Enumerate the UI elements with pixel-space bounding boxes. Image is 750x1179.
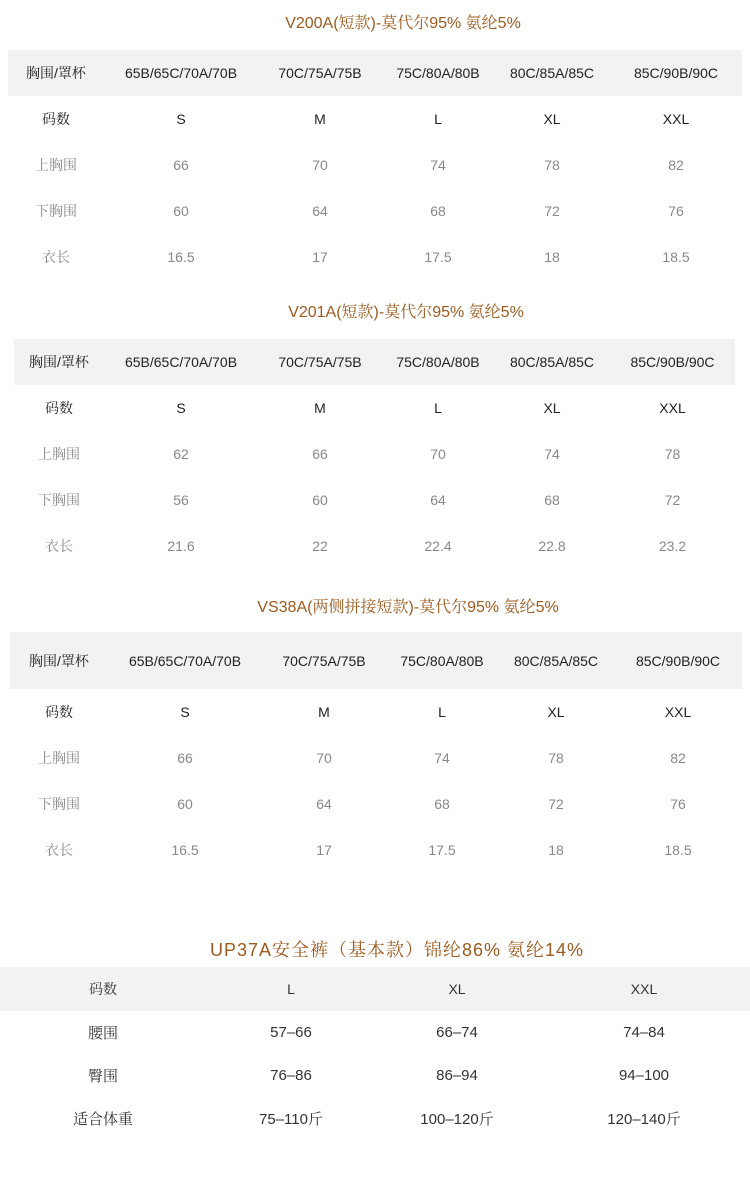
table-cell: 74 xyxy=(430,157,446,173)
table-cell: 74–84 xyxy=(623,1024,665,1041)
table-cell: S xyxy=(176,400,186,416)
table-cell: 上胸围 xyxy=(38,750,80,766)
table-row xyxy=(14,431,735,477)
header-cell: 70C/75A/75B xyxy=(262,632,386,689)
table-cell: 下胸围 xyxy=(35,203,77,219)
header-cell: XL xyxy=(376,967,538,1011)
header-cell: 75C/80A/80B xyxy=(382,339,494,385)
table-cell: XL xyxy=(543,111,561,127)
header-cell: 85C/90B/90C xyxy=(610,339,735,385)
table-cell: 16.5 xyxy=(171,842,199,858)
table-cell: XXL xyxy=(662,111,690,127)
table-cell: 上胸围 xyxy=(35,157,77,173)
header-cell: 85C/90B/90C xyxy=(610,50,742,96)
table-cell: 74 xyxy=(434,750,450,766)
table-cell: L xyxy=(434,111,442,127)
table-cell: 22 xyxy=(312,538,328,554)
table-title-v201a: V201A(短款)-莫代尔95% 氨纶5% xyxy=(288,304,524,321)
table-cell: 68 xyxy=(544,492,560,508)
table-cell: 16.5 xyxy=(167,249,195,265)
table-cell: 66 xyxy=(177,750,193,766)
table-cell: 66 xyxy=(312,446,328,462)
header-cell: 80C/85A/85C xyxy=(494,50,610,96)
table-cell: 17.5 xyxy=(428,842,456,858)
table-cell: 68 xyxy=(434,796,450,812)
header-cell: 胸围/罩杯 xyxy=(8,50,104,96)
header-cell: 75C/80A/80B xyxy=(386,632,498,689)
table-cell: 衣长 xyxy=(45,842,73,858)
table-cell: 22.8 xyxy=(538,538,566,554)
table-cell: XXL xyxy=(664,704,692,720)
table-row xyxy=(14,385,735,431)
table-title-vs38a: VS38A(两侧拼接短款)-莫代尔95% 氨纶5% xyxy=(257,599,559,616)
header-cell: 85C/90B/90C xyxy=(614,632,742,689)
table-cell: 86–94 xyxy=(436,1067,478,1084)
table-cell: 78 xyxy=(544,157,560,173)
table-cell: 18 xyxy=(548,842,564,858)
header-cell: XXL xyxy=(538,967,750,1011)
table-cell: 62 xyxy=(173,446,189,462)
table-cell: 上胸围 xyxy=(38,446,80,462)
table-cell: 78 xyxy=(664,446,681,462)
table-title-up37a: UP37A安全裤（基本款）锦纶86% 氨纶14% xyxy=(209,940,585,960)
table-cell: 18.5 xyxy=(664,842,692,858)
size-table-up37a xyxy=(0,967,750,1140)
table-cell: 17 xyxy=(316,842,332,858)
table-row xyxy=(0,1097,750,1140)
table-cell: L xyxy=(434,400,442,416)
table-row xyxy=(8,50,742,96)
table-cell: 60 xyxy=(177,796,193,812)
table-cell: 76 xyxy=(668,203,684,219)
table-cell: 17 xyxy=(312,249,328,265)
table-cell: XL xyxy=(547,704,565,720)
table-row xyxy=(10,827,742,873)
header-cell: L xyxy=(206,967,376,1011)
header-cell: 65B/65C/70A/70B xyxy=(104,339,258,385)
table-row xyxy=(8,96,742,142)
table-cell: 18 xyxy=(544,249,560,265)
table-cell: M xyxy=(318,704,330,720)
table-cell: 码数 xyxy=(42,111,70,127)
size-table-v201a xyxy=(14,339,735,569)
table-cell: 22.4 xyxy=(424,538,452,554)
table-cell: 适合体重 xyxy=(72,1111,133,1128)
table-cell: 臀围 xyxy=(87,1068,118,1085)
table-row xyxy=(14,339,735,385)
table-cell: 衣长 xyxy=(45,538,73,554)
table-row xyxy=(14,523,735,569)
table-cell: 码数 xyxy=(45,704,73,720)
table-cell: 120–140斤 xyxy=(607,1111,681,1128)
table-cell: 72 xyxy=(548,796,564,812)
table-cell: 64 xyxy=(312,203,328,219)
table-cell: 66–74 xyxy=(436,1024,478,1041)
table-cell: 72 xyxy=(664,492,681,508)
table-row xyxy=(0,1011,750,1054)
header-cell: 70C/75A/75B xyxy=(258,50,382,96)
table-row xyxy=(10,781,742,827)
table-row xyxy=(10,689,742,735)
table-cell: 82 xyxy=(670,750,686,766)
table-cell: 下胸围 xyxy=(38,796,80,812)
table-title-v200a: V200A(短款)-莫代尔95% 氨纶5% xyxy=(285,15,521,32)
table-cell: 21.6 xyxy=(167,538,195,554)
table-cell: 70 xyxy=(316,750,332,766)
table-cell: 下胸围 xyxy=(38,492,80,508)
table-cell: 100–120斤 xyxy=(420,1111,494,1128)
table-cell: 衣长 xyxy=(42,249,70,265)
table-cell: 57–66 xyxy=(270,1024,312,1041)
header-cell: 码数 xyxy=(0,967,206,1011)
header-cell: 75C/80A/80B xyxy=(382,50,494,96)
header-cell: 胸围/罩杯 xyxy=(14,339,104,385)
table-cell: L xyxy=(438,704,446,720)
table-cell: 64 xyxy=(430,492,446,508)
table-cell: 60 xyxy=(312,492,328,508)
table-cell: 68 xyxy=(430,203,446,219)
table-row xyxy=(0,967,750,1011)
table-cell: 70 xyxy=(430,446,446,462)
size-table-v200a xyxy=(8,50,742,280)
table-cell: 56 xyxy=(173,492,189,508)
header-cell: 80C/85A/85C xyxy=(494,339,610,385)
table-cell: M xyxy=(314,111,326,127)
table-cell: 82 xyxy=(668,157,684,173)
table-cell: 76 xyxy=(670,796,686,812)
table-cell: 94–100 xyxy=(618,1067,670,1084)
table-cell: 60 xyxy=(173,203,189,219)
table-cell: 腰围 xyxy=(87,1025,118,1042)
header-cell: 70C/75A/75B xyxy=(258,339,382,385)
header-cell: 胸围/罩杯 xyxy=(10,632,108,689)
table-row xyxy=(8,188,742,234)
table-cell: 23.2 xyxy=(658,538,687,554)
table-cell: 74 xyxy=(544,446,560,462)
header-cell: 65B/65C/70A/70B xyxy=(104,50,258,96)
table-row xyxy=(10,632,742,689)
table-row xyxy=(14,477,735,523)
table-cell: XXL xyxy=(659,400,686,416)
table-cell: 17.5 xyxy=(424,249,452,265)
table-cell: 78 xyxy=(548,750,564,766)
table-cell: S xyxy=(176,111,186,127)
table-cell: 76–86 xyxy=(270,1067,312,1084)
table-cell: 18.5 xyxy=(662,249,690,265)
table-cell: 64 xyxy=(316,796,332,812)
table-row xyxy=(10,735,742,781)
table-row xyxy=(8,234,742,280)
table-cell: 码数 xyxy=(45,400,73,416)
table-cell: 72 xyxy=(544,203,560,219)
table-cell: XL xyxy=(543,400,561,416)
table-cell: 66 xyxy=(173,157,189,173)
header-cell: 80C/85A/85C xyxy=(498,632,614,689)
table-row xyxy=(0,1054,750,1097)
header-cell: 65B/65C/70A/70B xyxy=(108,632,262,689)
size-table-vs38a xyxy=(10,632,742,873)
table-cell: 75–110斤 xyxy=(259,1111,323,1128)
table-row xyxy=(8,142,742,188)
table-cell: S xyxy=(180,704,190,720)
table-cell: 70 xyxy=(312,157,328,173)
table-cell: M xyxy=(314,400,326,416)
